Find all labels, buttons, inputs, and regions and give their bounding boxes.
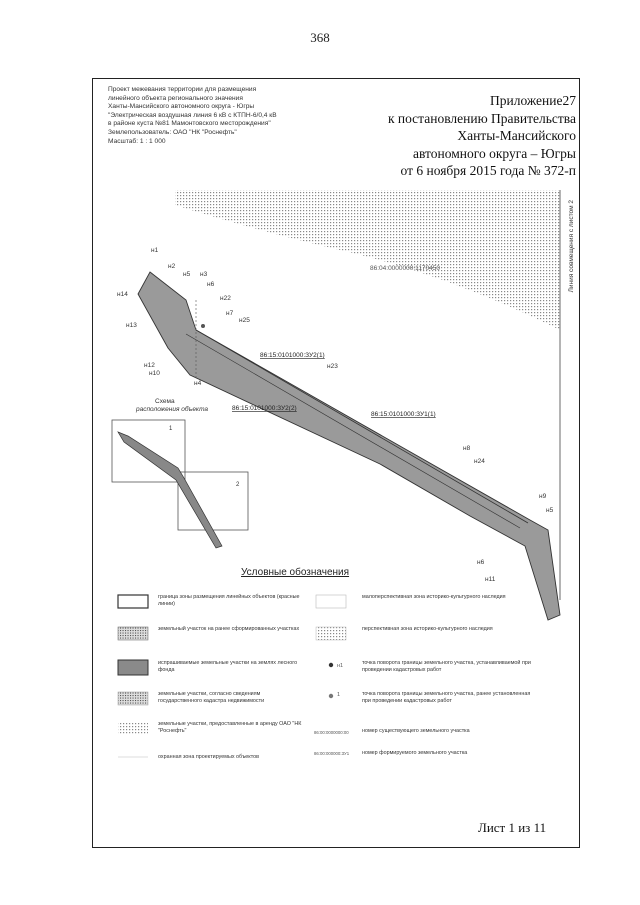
legend-item: охранная зона проектируемых объектов	[158, 754, 259, 760]
point-label: н1	[151, 247, 159, 254]
scheme-corridor	[118, 432, 222, 548]
point-label: н25	[239, 317, 250, 324]
existing-parcel-zone	[175, 190, 560, 330]
appendix-line: к постановлению Правительства	[387, 110, 576, 126]
legend-symbol-low-perspective-zone	[316, 595, 346, 608]
legend-symbol-formed-parcel	[118, 627, 148, 640]
point-label: н8	[463, 445, 471, 452]
project-line: Ханты-Мансийского автономного округа - Югры	[108, 103, 255, 111]
parcel-id: 86:15:0101000:ЗУ2(1)	[260, 352, 325, 359]
appendix-line: автономного округа – Югры	[413, 145, 576, 161]
point-label: н14	[117, 291, 128, 298]
legend-symbol-old-turn-point	[329, 694, 333, 698]
project-line: "Электрическая воздушная линия 6 кВ с КТПН-6/0,4 кВ	[108, 111, 277, 119]
legend-item: земельные участки, согласно сведениям государственного кадастра недвижимости	[158, 691, 265, 705]
scale-label: Масштаб: 1 : 1 000	[108, 137, 166, 145]
legend-item: земельный участок на ранее сформированных участках	[158, 626, 300, 632]
match-line-label: Линия совмещения с листом 2	[568, 200, 575, 293]
sheet-label: Лист 1 из 11	[478, 820, 547, 835]
legend-symbol-label: 86:00:0000000:00	[314, 730, 349, 735]
scheme-title: Схема	[155, 398, 175, 405]
legend-item: точка поворота границы земельного участка, устанавливаемой при проведении кадастровых работ	[362, 660, 531, 674]
point-label: н22	[220, 295, 231, 302]
point-label: н24	[474, 458, 485, 465]
legend-item: земельные участки, предоставленные в аренду ОАО "НК "Роснефть"	[158, 721, 302, 735]
turn-point	[201, 324, 205, 328]
appendix-line: Приложение27	[490, 93, 576, 108]
project-line: в районе куста №81 Мамонтовского месторождения"	[108, 120, 271, 128]
legend-symbol-gkn-parcels	[118, 692, 148, 705]
point-label: н23	[327, 363, 338, 370]
scheme-sheet-1-label: 1	[169, 426, 173, 432]
legend-symbol-label: 86:00:000000:ЗУ1	[314, 751, 350, 756]
legend-item: номер существующего земельного участка	[362, 728, 470, 734]
point-label: н12	[144, 362, 155, 369]
point-label: н13	[126, 322, 137, 329]
page-number: 368	[310, 30, 330, 45]
legend-symbol-perspective-zone	[316, 627, 346, 640]
point-label: н5	[183, 271, 191, 278]
point-label: н11	[485, 576, 496, 583]
legend-title: Условные обозначения	[241, 567, 350, 578]
legend-symbol-label: 1	[337, 692, 341, 698]
legend-item: перспективная зона историко-культурного наследия	[362, 626, 493, 632]
legend-item: испрашиваемые земельные участки на землях лесного фонда	[158, 660, 298, 674]
red-line-inner-2	[186, 334, 520, 528]
parcel-id: 86:15:0101000:ЗУ2(2)	[232, 405, 297, 412]
existing-parcel-id: 86:04:0000000:1170450	[370, 265, 441, 272]
point-label: н5	[546, 507, 554, 514]
parcel-id: 86:15:0101000:ЗУ1(1)	[371, 411, 436, 418]
legend-symbol-label: н1	[337, 663, 344, 669]
legend-symbol-new-turn-point	[329, 663, 333, 667]
scheme-subtitle: расположения объекта	[136, 406, 209, 413]
point-label: н2	[168, 263, 176, 270]
legend-symbol-rosneft-lease	[118, 722, 148, 735]
appendix-line: от 6 ноября 2015 года № 372-п	[400, 163, 576, 178]
legend-item: номер формируемого земельного участка	[362, 750, 468, 756]
legend-symbol-forest-land	[118, 660, 148, 675]
point-label: н10	[149, 370, 160, 377]
location-scheme	[112, 398, 248, 548]
point-label: н7	[226, 310, 234, 317]
point-label: н9	[539, 493, 547, 500]
point-label: н3	[200, 271, 208, 278]
legend-item: граница зоны размещения линейных объектов (красные линии)	[158, 594, 300, 608]
point-label: н4	[194, 380, 202, 387]
legend-item: точка поворота границы земельного участка, ранее установленная при проведении кадастровых работ	[362, 691, 531, 705]
legend-item: малоперспективная зона историко-культурного наследия	[362, 594, 506, 600]
scheme-sheet-2-label: 2	[236, 482, 240, 488]
legend-symbol-red-lines	[118, 595, 148, 608]
appendix-line: Ханты-Мансийского	[457, 128, 576, 143]
project-line: Землепользователь: ОАО "НК "Роснефть"	[108, 128, 237, 136]
point-label: н6	[477, 559, 485, 566]
project-line: Проект межевания территории для размещения	[108, 86, 257, 93]
red-line-inner	[196, 330, 528, 523]
point-label: н6	[207, 281, 215, 288]
project-line: линейного объекта регионального значения	[108, 94, 243, 102]
